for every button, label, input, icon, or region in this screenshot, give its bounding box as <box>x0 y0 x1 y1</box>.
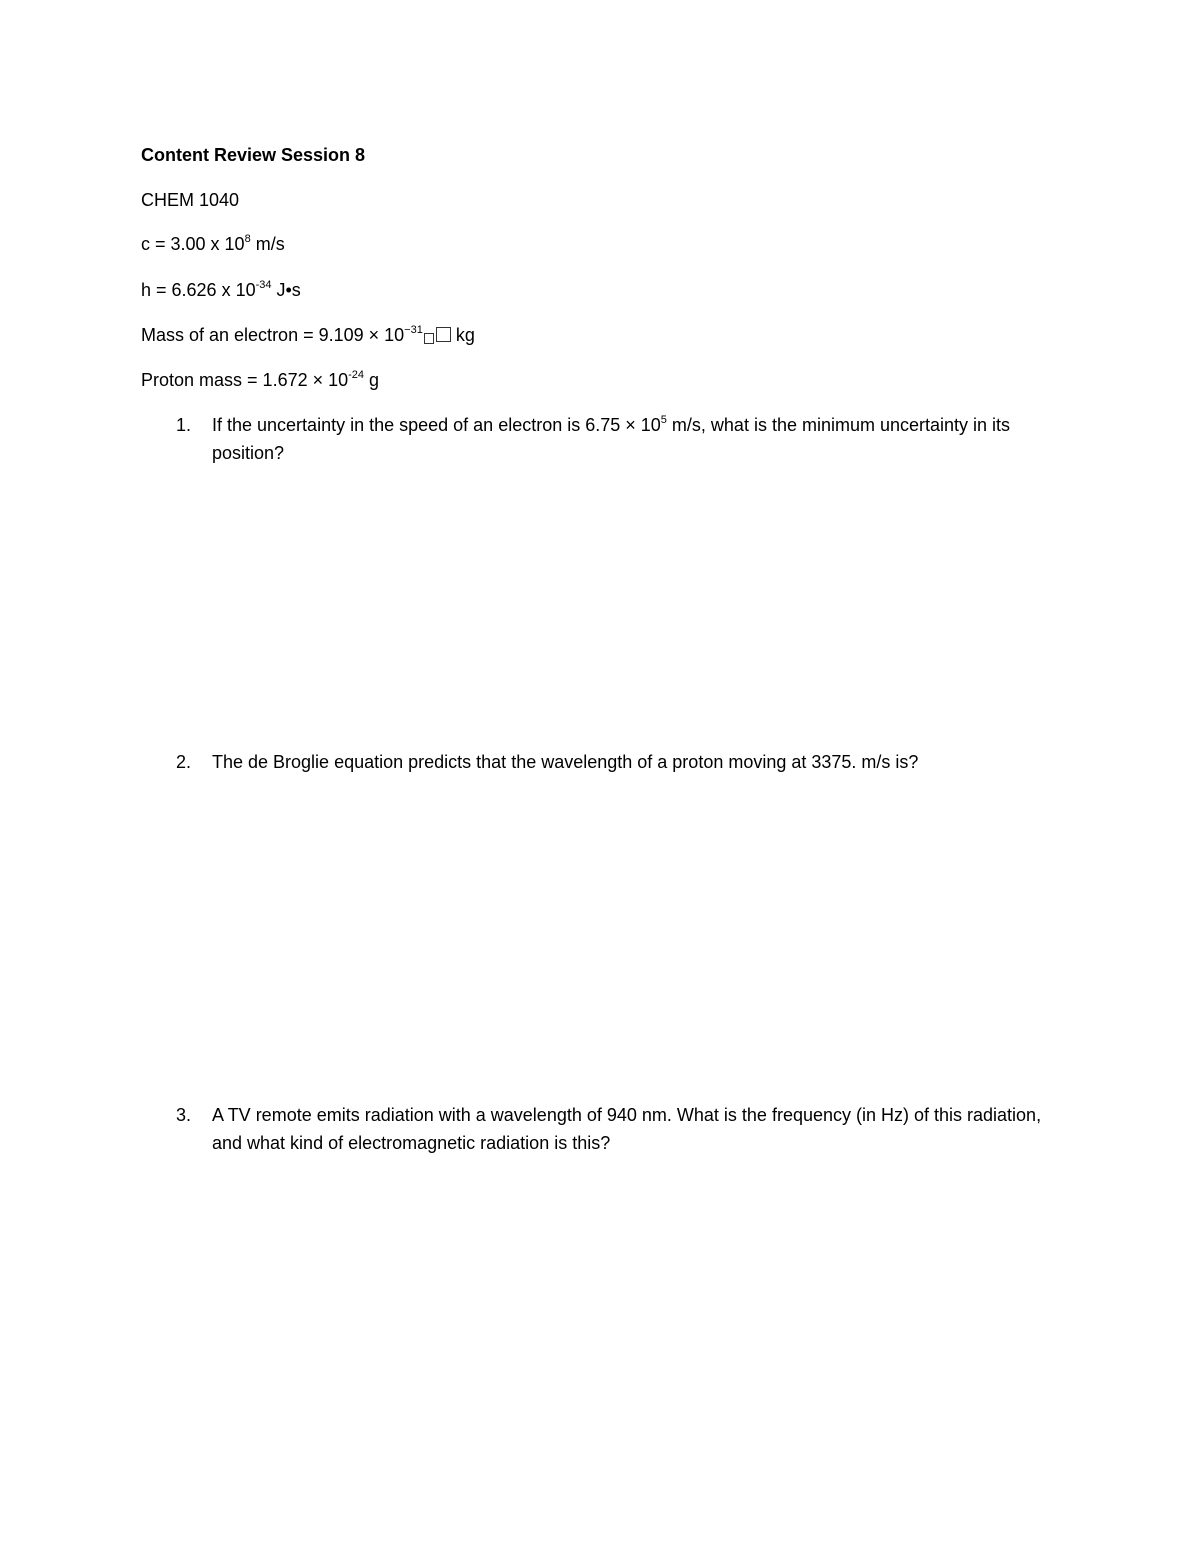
constant-h-prefix: h = 6.626 x 10 <box>141 280 256 300</box>
question-text: If the uncertainty in the speed of an electron is $6.75 \times 10^5$ m/s, what is the minimum uncertainty in its position? <box>212 414 1011 463</box>
constant-proton-suffix: g <box>364 370 380 390</box>
constant-h-exponent: -34 <box>255 279 272 291</box>
question-3 <box>176 1101 1076 1157</box>
course-code: CHEM 1040 <box>141 190 240 210</box>
question-number: 2. <box>176 752 192 772</box>
constant-proton-exponent: -24 <box>348 369 365 381</box>
constant-h-suffix: J•s <box>271 280 301 300</box>
question-number: 3. <box>176 1105 192 1125</box>
page-title: Content Review Session 8 <box>141 145 366 165</box>
constant-c-suffix: m/s <box>250 234 285 254</box>
constant-c-exponent: 8 <box>244 233 251 245</box>
question-2 <box>176 748 1076 776</box>
question-number: 1. <box>176 415 192 435</box>
constant-speed-of-light <box>141 232 285 256</box>
missing-glyph-icon <box>436 327 451 342</box>
constant-electron-exponent: −31 <box>404 324 423 336</box>
question-1 <box>176 411 1076 467</box>
constant-proton-mass <box>141 368 379 392</box>
constant-electron-prefix: Mass of an electron = 9.109 × 10 <box>141 325 405 345</box>
question-text: A TV remote emits radiation with a wavelength of 940 nm. What is the frequency (in Hz) of this radiation, and what kind of electromagnetic radiation is this? <box>212 1105 1042 1153</box>
constant-planck <box>141 278 301 302</box>
question-text: The de Broglie equation predicts that the wavelength of a proton moving at 3375. m/s is? <box>212 752 919 772</box>
constant-proton-prefix: Proton mass = 1.672 × 10 <box>141 370 349 390</box>
constant-c-prefix: c = 3.00 x 10 <box>141 234 245 254</box>
missing-glyph-icon <box>424 333 434 344</box>
constant-electron-suffix: kg <box>450 325 475 345</box>
constant-electron-mass <box>141 323 475 347</box>
